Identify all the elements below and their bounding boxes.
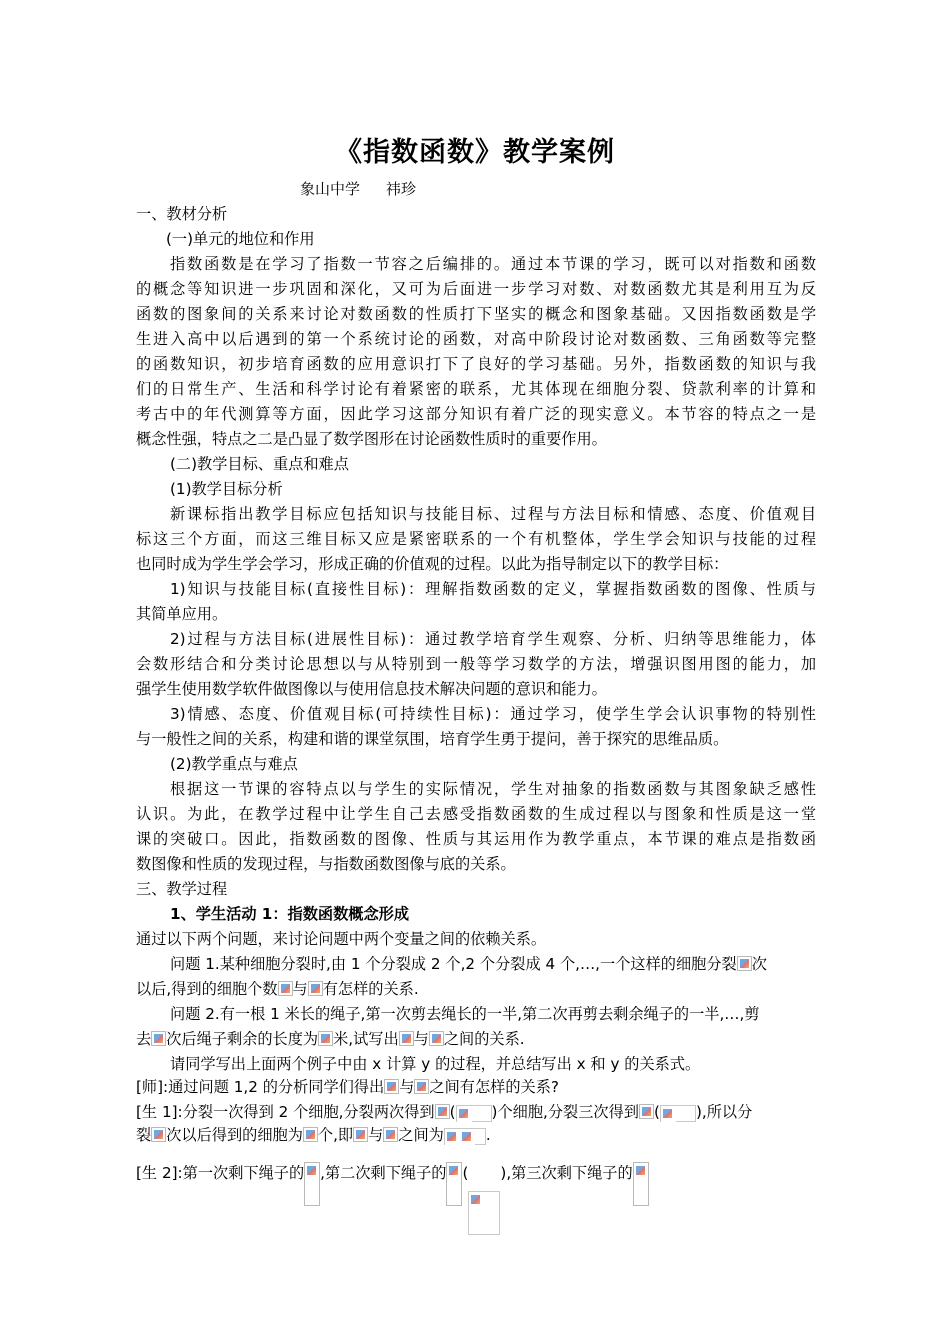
paragraph-line: 3)情感、态度、价值观目标(可持续性目标)：通过学习，使学生学会认识事物的特别性 bbox=[170, 705, 816, 723]
formula-image-icon bbox=[278, 981, 293, 996]
formula-image-icon bbox=[445, 1130, 460, 1145]
text-run: 之间的关系. bbox=[443, 1030, 525, 1048]
paragraph-line: 标这三个方面，而这三维目标又应是紧密联系的一个有机整体，学生学会知识与技能的过程 bbox=[136, 530, 816, 548]
formula-image-icon bbox=[399, 1031, 414, 1046]
text-run: [师]:通过问题 1,2 的分析同学们得出 bbox=[136, 1078, 385, 1096]
paragraph-line: 指数函数是在学习了指数一节容之后编排的。通过本节课的学习，既可以对指数和函数 bbox=[170, 255, 816, 273]
paragraph-line: 生进入高中以后遇到的第一个系统讨论的函数，对高中阶段讨论对数函数、三角函数等完整 bbox=[136, 330, 816, 348]
paragraph-line: 请同学写出上面两个例子中由 x 计算 y 的过程，并总结写出 x 和 y 的关系式。 bbox=[170, 1055, 701, 1073]
school-name: 象山中学 bbox=[300, 180, 361, 198]
paragraph-line: 概念性强，特点之二是凸显了数学图形在讨论函数性质时的重要作用。 bbox=[136, 430, 607, 448]
document-title: 《指数函数》教学案例 bbox=[335, 137, 615, 168]
formula-box bbox=[444, 1128, 486, 1145]
subsection-heading: (2)教学重点与难点 bbox=[170, 755, 298, 773]
formula-image-icon bbox=[304, 1162, 320, 1206]
text-run: 与 bbox=[413, 1030, 429, 1048]
text-run: 有怎样的关系. bbox=[322, 980, 419, 998]
paragraph-line: 强学生使用数学软件做图像以与使用信息技术解决问题的意识和能力。 bbox=[136, 680, 607, 698]
paragraph-line: 1)知识与技能目标(直接性目标)：理解指数函数的定义，掌握指数函数的图像、性质与 bbox=[170, 580, 816, 598]
formula-image-icon bbox=[429, 1031, 444, 1046]
paragraph-line: 也同时成为学生学会学习，形成正确的价值观的过程。以此为指导制定以下的教学目标： bbox=[136, 555, 729, 573]
section-heading: 一、教材分析 bbox=[136, 205, 228, 223]
text-run: ( bbox=[654, 1103, 660, 1121]
text-run: 去 bbox=[136, 1030, 152, 1048]
formula-image-icon bbox=[308, 981, 323, 996]
paragraph-line: 课的突破口。因此，指数函数的图像、性质与其运用作为教学重点，本节课的难点是指数函 bbox=[136, 830, 816, 848]
text-run: 以后,得到的细胞个数 bbox=[136, 980, 278, 998]
formula-image-icon bbox=[353, 1127, 368, 1142]
formula-box bbox=[468, 1191, 500, 1235]
subsection-heading: (1)教学目标分析 bbox=[170, 480, 283, 498]
paragraph-line: 其简单应用。 bbox=[136, 605, 228, 623]
paragraph-line: 新课标指出教学目标应包括知识与技能目标、过程与方法目标和情感、态度、价值观目 bbox=[170, 505, 816, 523]
student-2-line bbox=[136, 1162, 816, 1235]
formula-image-icon bbox=[414, 1079, 429, 1094]
student-1-line bbox=[136, 1101, 816, 1122]
formula-image-icon bbox=[383, 1127, 398, 1142]
text-run: 米,试写出 bbox=[333, 1030, 399, 1048]
formula-image-icon bbox=[151, 1127, 166, 1142]
problem-2-line bbox=[136, 1028, 816, 1049]
problem-1-line bbox=[170, 953, 816, 974]
formula-image-icon bbox=[737, 956, 752, 971]
paragraph-line: 会数形结合和分类讨论思想以与从特别到一般等学习数学的方法，增强识图用图的能力，加 bbox=[136, 655, 816, 673]
text-run: 与 bbox=[292, 980, 308, 998]
text-run: 裂 bbox=[136, 1126, 152, 1144]
formula-box bbox=[456, 1105, 492, 1122]
formula-image-icon bbox=[633, 1162, 649, 1206]
formula-image-icon bbox=[303, 1127, 318, 1142]
formula-image-icon bbox=[318, 1031, 333, 1046]
text-run: ( bbox=[449, 1103, 456, 1121]
paragraph-line: 们的日常生产、生活和科学讨论有着紧密的联系，尤其体现在细胞分裂、贷款利率的计算和 bbox=[136, 380, 816, 398]
paragraph-line: 考古中的年代测算等方面，因此学习这部分知识有着广泛的现实意义。本节容的特点之一是 bbox=[136, 405, 816, 423]
text-run: 问题 1.某种细胞分裂时,由 1 个分裂成 2 个,2 个分裂成 4 个,…,一个这样的细胞分裂 bbox=[170, 955, 737, 973]
text-run: 个,即 bbox=[317, 1126, 354, 1144]
text-run: 之间为 bbox=[398, 1126, 444, 1144]
byline bbox=[300, 178, 442, 199]
text-run: 之间有怎样的关系? bbox=[429, 1078, 559, 1096]
formula-image-icon bbox=[384, 1079, 399, 1094]
formula-box bbox=[660, 1105, 696, 1122]
paragraph-line: 数图像和性质的发现过程，与指数函数图像与底的关系。 bbox=[136, 855, 516, 873]
formula-image-icon bbox=[457, 1107, 472, 1122]
text-run: [生 1]:分裂一次得到 2 个细胞,分裂两次得到 bbox=[136, 1103, 435, 1121]
text-run: 次后绳子剩余的长度为 bbox=[166, 1030, 319, 1048]
problem-2-line bbox=[170, 1003, 816, 1024]
formula-image-icon bbox=[469, 1193, 484, 1208]
text-run: )个细胞,分裂三次得到 bbox=[491, 1103, 639, 1121]
text-run: . bbox=[485, 1126, 491, 1144]
text-run: 与 bbox=[368, 1126, 384, 1144]
paragraph-line: 2)过程与方法目标(进展性目标)：通过教学培育学生观察、分析、归纳等思维能力，体 bbox=[170, 630, 816, 648]
activity-heading: 1、学生活动 1：指数函数概念形成 bbox=[170, 905, 410, 923]
formula-image-icon bbox=[446, 1162, 462, 1206]
subsection-heading: (一)单元的地位和作用 bbox=[166, 230, 315, 248]
teacher-line bbox=[136, 1076, 816, 1097]
text-run: 次 bbox=[751, 955, 767, 973]
paragraph-line: 函数的图象间的关系来讨论对数函数的性质打下坚实的概念和图象基础。又因指数函数是学 bbox=[136, 305, 816, 323]
paragraph-line: 认识。为此，在教学过程中让学生自己去感受指数函数的生成过程以与图象和性质是这一堂 bbox=[136, 805, 816, 823]
paragraph-line: 的函数知识，初步培育函数的应用意识打下了良好的学习基础。另外，指数函数的知识与我 bbox=[136, 355, 816, 373]
author-name: 祎珍 bbox=[386, 180, 417, 198]
text-run: ,第二次剩下绳子的 bbox=[320, 1164, 447, 1182]
section-heading: 三、教学过程 bbox=[136, 880, 228, 898]
formula-image-icon bbox=[460, 1130, 475, 1145]
problem-1-line bbox=[136, 978, 816, 999]
formula-image-icon bbox=[639, 1104, 654, 1119]
text-run: 次以后得到的细胞为 bbox=[166, 1126, 303, 1144]
subsection-heading: (二)教学目标、重点和难点 bbox=[170, 455, 349, 473]
student-1-line bbox=[136, 1124, 816, 1145]
text-run: 与 bbox=[399, 1078, 415, 1096]
text-run: 问题 2.有一根 1 米长的绳子,第一次剪去绳长的一半,第二次再剪去剩余绳子的一半,…,剪 bbox=[170, 1005, 760, 1023]
formula-image-icon bbox=[661, 1107, 676, 1122]
formula-image-icon bbox=[151, 1031, 166, 1046]
text-run: [生 2]:第一次剩下绳子的 bbox=[136, 1164, 305, 1182]
text-run: ( bbox=[462, 1164, 469, 1182]
text-run: ),所以分 bbox=[695, 1103, 753, 1121]
paragraph-line: 通过以下两个问题，来讨论问题中两个变量之间的依赖关系。 bbox=[136, 930, 547, 948]
paragraph-line: 与一般性之间的关系，构建和谐的课堂氛围，培育学生勇于提问，善于探究的思维品质。 bbox=[136, 730, 729, 748]
formula-image-icon bbox=[435, 1104, 450, 1119]
paragraph-line: 的概念等知识进一步巩固和深化，又可为后面进一步学习对数、对数函数尤其是利用互为反 bbox=[136, 280, 816, 298]
text-run: ),第三次剩下绳子的 bbox=[500, 1164, 633, 1182]
paragraph-line: 根据这一节课的容特点以与学生的实际情况，学生对抽象的指数函数与其图象缺乏感性 bbox=[170, 780, 816, 798]
